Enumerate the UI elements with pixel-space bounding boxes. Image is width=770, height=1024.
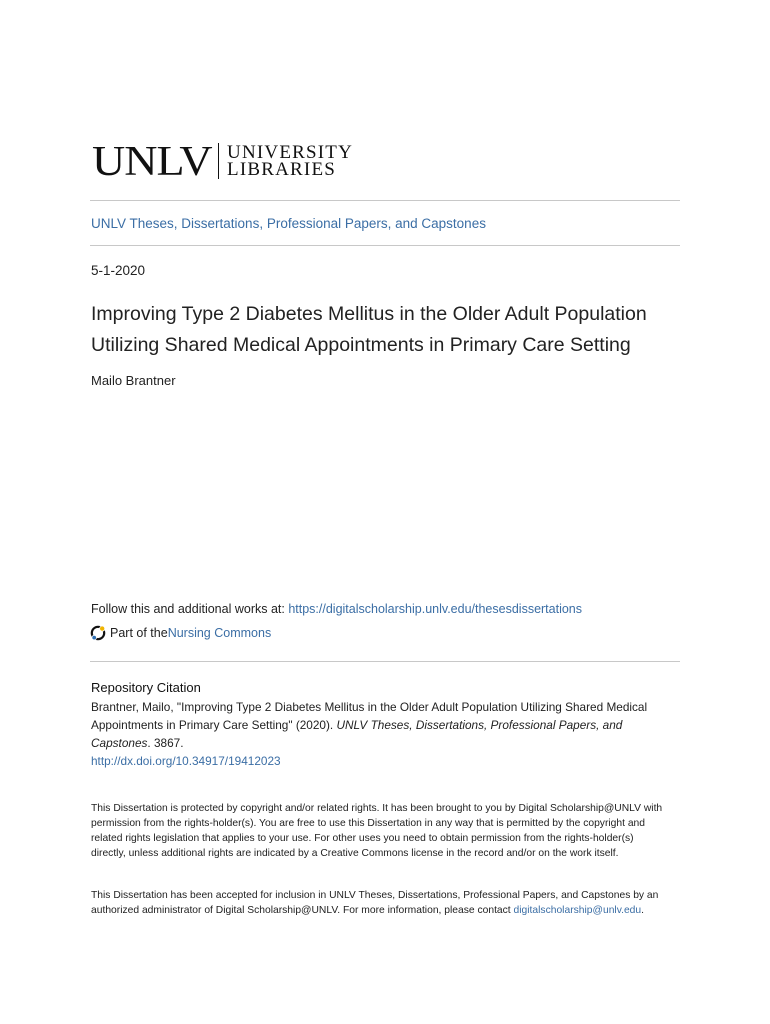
- logo-line-1: UNIVERSITY: [227, 142, 354, 163]
- document-title: Improving Type 2 Diabetes Mellitus in the Older Adult Population Utilizing Shared Medical Appointments in Primary Care Setting: [91, 303, 647, 356]
- logo-wordmark: UNLV: [92, 137, 212, 184]
- acceptance-statement: [91, 888, 671, 918]
- creative-commons-network-icon: [90, 625, 106, 641]
- citation-series: UNLV Theses, Dissertations, Professional Papers, and Capstones: [91, 718, 623, 750]
- citation-number: . 3867.: [147, 736, 184, 750]
- unlv-libraries-logo: [92, 137, 354, 184]
- top-divider: [90, 200, 680, 201]
- collection-divider: [90, 245, 680, 246]
- logo-divider: [218, 143, 220, 179]
- citation-divider: [90, 661, 680, 662]
- logo-line-2: LIBRARIES: [227, 159, 337, 180]
- doi-link[interactable]: http://dx.doi.org/10.34917/19412023: [91, 754, 281, 768]
- follow-line: [91, 602, 582, 616]
- publication-date: 5-1-2020: [91, 263, 146, 278]
- logo-libraries-text: [227, 144, 353, 178]
- repository-citation-heading: Repository Citation: [91, 680, 201, 695]
- nursing-commons-link[interactable]: Nursing Commons: [167, 626, 272, 640]
- author-name: Mailo Brantner: [91, 373, 176, 388]
- rights-statement: This Dissertation is protected by copyright and/or related rights. It has been brought to you by Digital Scholarship@UNLV with permission from the rights-holder(s). You are free to use this Dissertation in any way that is permitted by the copyright and related rights legislation that applies to your use. For other uses you need to obtain permission from the rights-holder(s) directly, unless additional rights are indicated by a Creative Commons license in the record and/or on the work itself.: [91, 803, 663, 859]
- follow-url-link[interactable]: https://digitalscholarship.unlv.edu/thesesdissertations: [288, 602, 583, 616]
- part-of-line: [90, 625, 271, 641]
- contact-email-link[interactable]: digitalscholarship@unlv.edu: [513, 905, 642, 916]
- part-of-prefix: Part of the: [110, 626, 168, 640]
- follow-prefix: Follow this and additional works at:: [91, 602, 289, 616]
- repository-citation-text: [91, 698, 681, 770]
- acceptance-end: .: [641, 905, 645, 916]
- citation-main: Brantner, Mailo, "Improving Type 2 Diabetes Mellitus in the Older Adult Population Utilizing Shared Medical Appointments in Primary Care Setting" (2020).: [91, 700, 648, 732]
- collection-link[interactable]: UNLV Theses, Dissertations, Professional Papers, and Capstones: [91, 216, 486, 231]
- acceptance-text: This Dissertation has been accepted for inclusion in UNLV Theses, Dissertations, Professional Papers, and Capstones by an authorized administrator of Digital Scholarship@UNLV. For more information, please contact: [91, 890, 659, 916]
